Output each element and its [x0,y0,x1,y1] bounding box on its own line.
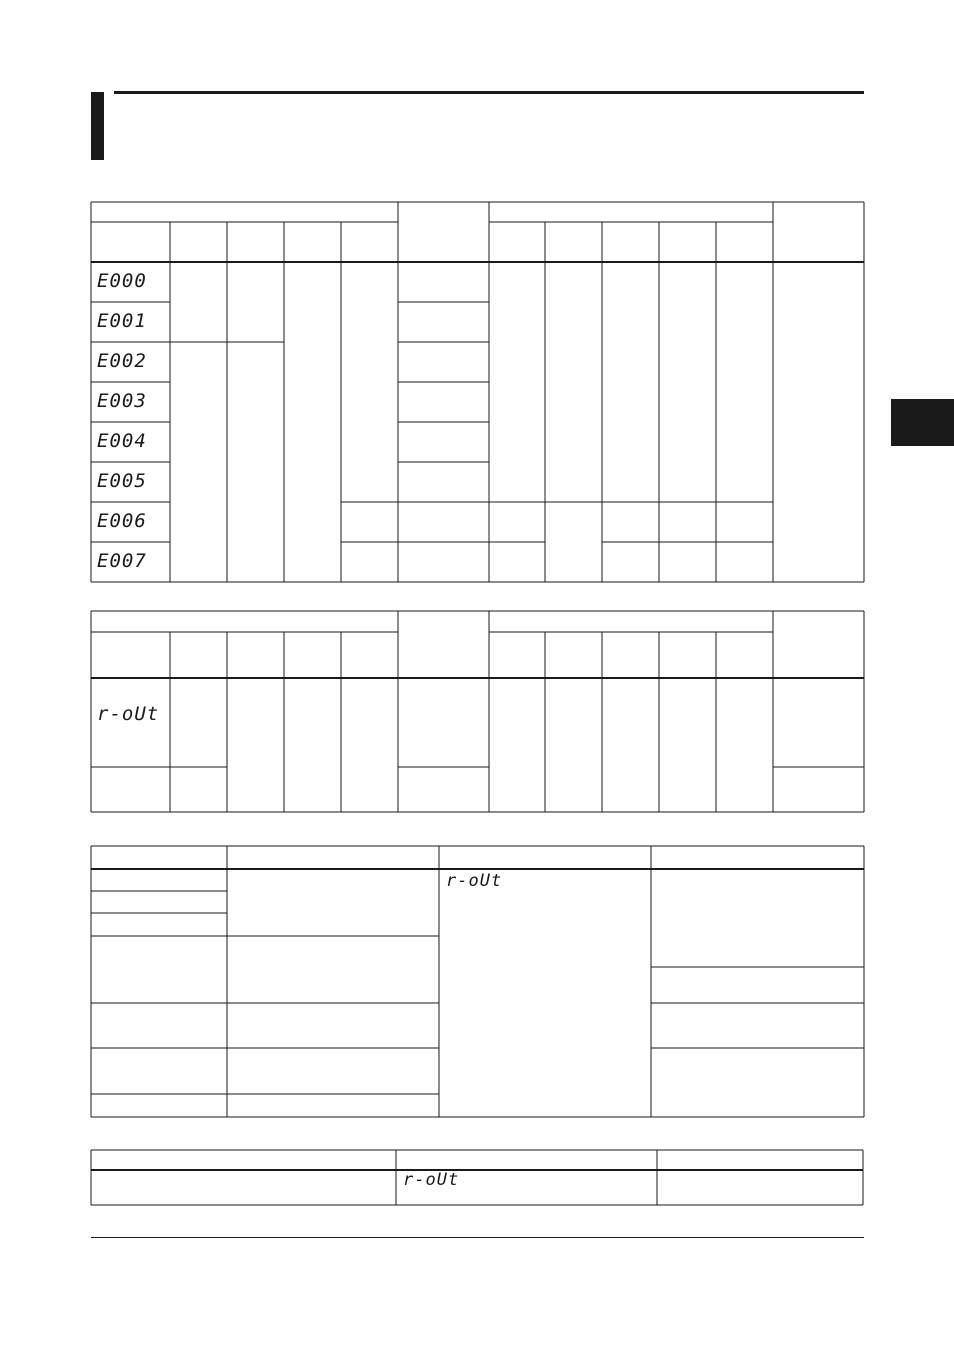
error-code-table [91,202,865,583]
readout-code-table3: r-oUt [446,871,503,891]
footer-rule [91,1237,864,1238]
error-code-e002: E002 [97,350,147,372]
error-code-e006: E006 [97,510,147,532]
error-code-e004: E004 [97,430,147,452]
error-code-e007: E007 [97,550,147,572]
error-code-e003: E003 [97,390,147,412]
error-code-e005: E005 [97,470,147,492]
readout-table [91,611,865,813]
error-code-e000: E000 [97,270,147,292]
summary-table [91,1150,865,1207]
error-code-e001: E001 [97,310,147,332]
header-bar-icon [91,92,104,160]
readout-code-table2: r-oUt [97,703,160,725]
chapter-tab-icon [891,399,954,446]
readout-code-table4: r-oUt [403,1170,460,1190]
header-rule [114,91,864,94]
